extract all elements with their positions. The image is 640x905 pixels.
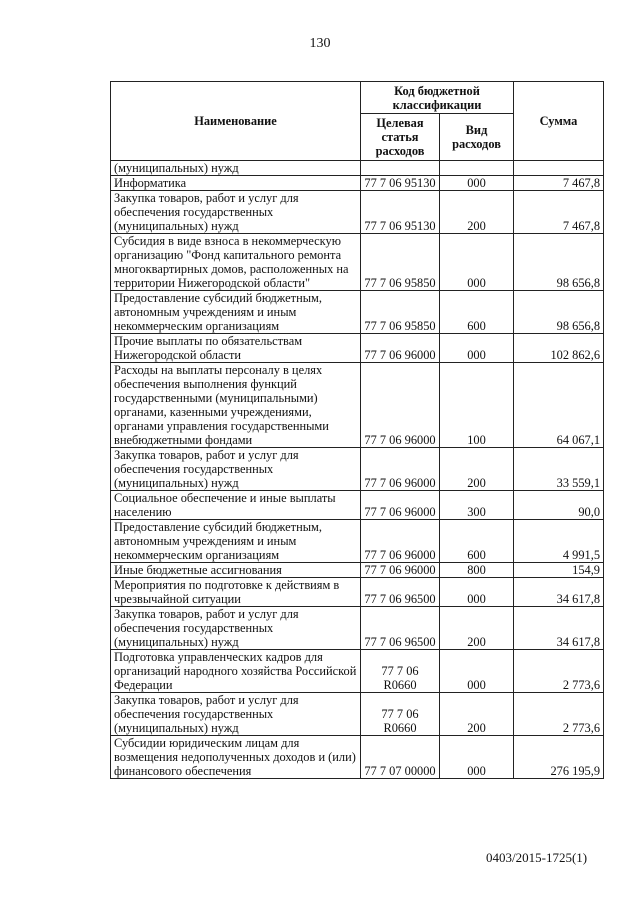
row-name: Предоставление субсидий бюджетным, автономным учреждениям и иным некоммерческим организациям (111, 291, 361, 334)
row-target: 77 7 06 R0660 (361, 650, 440, 693)
header-name: Наименование (111, 82, 361, 161)
row-name: Предоставление субсидий бюджетным, автономным учреждениям и иным некоммерческим организациям (111, 520, 361, 563)
row-sum: 102 862,6 (514, 334, 604, 363)
row-sum: 64 067,1 (514, 363, 604, 448)
row-sum: 7 467,8 (514, 176, 604, 191)
row-target: 77 7 06 95130 (361, 191, 440, 234)
page-number: 130 (309, 36, 331, 51)
header-budget-code: Код бюджетной классификации (361, 82, 514, 114)
row-target (361, 161, 440, 176)
row-sum: 33 559,1 (514, 448, 604, 491)
row-type: 000 (440, 736, 514, 779)
row-sum: 98 656,8 (514, 291, 604, 334)
row-type: 800 (440, 563, 514, 578)
row-type: 000 (440, 578, 514, 607)
row-target: 77 7 06 96000 (361, 448, 440, 491)
row-sum: 98 656,8 (514, 234, 604, 291)
row-type: 100 (440, 363, 514, 448)
row-name: Субсидии юридическим лицам для возмещения недополученных доходов и (или) финансового обеспечения (111, 736, 361, 779)
row-type: 200 (440, 693, 514, 736)
row-sum: 2 773,6 (514, 693, 604, 736)
table-header (111, 82, 604, 161)
row-type (440, 161, 514, 176)
row-type: 000 (440, 334, 514, 363)
table-row (111, 448, 604, 491)
table-row (111, 520, 604, 563)
row-type: 000 (440, 650, 514, 693)
row-target: 77 7 07 00000 (361, 736, 440, 779)
table-row (111, 578, 604, 607)
table-row (111, 334, 604, 363)
row-sum: 276 195,9 (514, 736, 604, 779)
row-target: 77 7 06 96000 (361, 363, 440, 448)
row-target: 77 7 06 96500 (361, 607, 440, 650)
header-expense-type: Вид расходов (440, 114, 514, 161)
row-sum: 154,9 (514, 563, 604, 578)
row-sum: 4 991,5 (514, 520, 604, 563)
row-sum: 34 617,8 (514, 607, 604, 650)
row-type: 300 (440, 491, 514, 520)
row-type: 000 (440, 176, 514, 191)
table-row (111, 563, 604, 578)
row-name: Закупка товаров, работ и услуг для обеспечения государственных (муниципальных) нужд (111, 448, 361, 491)
row-target: 77 7 06 96000 (361, 563, 440, 578)
row-name: Прочие выплаты по обязательствам Нижегородской области (111, 334, 361, 363)
row-name: (муниципальных) нужд (111, 161, 361, 176)
row-sum: 34 617,8 (514, 578, 604, 607)
table-row (111, 607, 604, 650)
table-row (111, 176, 604, 191)
row-target: 77 7 06 96000 (361, 520, 440, 563)
row-name: Иные бюджетные ассигнования (111, 563, 361, 578)
row-type: 200 (440, 191, 514, 234)
budget-table (110, 81, 604, 779)
row-sum: 90,0 (514, 491, 604, 520)
row-target: 77 7 06 95130 (361, 176, 440, 191)
row-type: 200 (440, 448, 514, 491)
row-name: Расходы на выплаты персоналу в целях обеспечения выполнения функций государственными (муниципальными) органами, казенными учреждениями, органами управления государственными внебюджетными фондами (111, 363, 361, 448)
row-name: Закупка товаров, работ и услуг для обеспечения государственных (муниципальных) нужд (111, 191, 361, 234)
row-sum: 2 773,6 (514, 650, 604, 693)
table-row (111, 291, 604, 334)
row-sum: 7 467,8 (514, 191, 604, 234)
row-type: 200 (440, 607, 514, 650)
document-code: 0403/2015-1725(1) (486, 850, 588, 865)
row-type: 600 (440, 520, 514, 563)
row-target: 77 7 06 96500 (361, 578, 440, 607)
row-target: 77 7 06 96000 (361, 491, 440, 520)
header-target-item: Целевая статья расходов (361, 114, 440, 161)
row-target: 77 7 06 95850 (361, 291, 440, 334)
row-name: Закупка товаров, работ и услуг для обеспечения государственных (муниципальных) нужд (111, 693, 361, 736)
row-name: Мероприятия по подготовке к действиям в чрезвычайной ситуации (111, 578, 361, 607)
row-name: Информатика (111, 176, 361, 191)
table-row (111, 191, 604, 234)
table-row (111, 650, 604, 693)
row-name: Социальное обеспечение и иные выплаты населению (111, 491, 361, 520)
header-amount: Сумма (514, 82, 604, 161)
table-row (111, 234, 604, 291)
row-target: 77 7 06 96000 (361, 334, 440, 363)
row-type: 600 (440, 291, 514, 334)
row-name: Закупка товаров, работ и услуг для обеспечения государственных (муниципальных) нужд (111, 607, 361, 650)
row-type: 000 (440, 234, 514, 291)
table-row (111, 161, 604, 176)
row-name: Подготовка управленческих кадров для организаций народного хозяйства Российской Федерации (111, 650, 361, 693)
table-row (111, 363, 604, 448)
table-row (111, 491, 604, 520)
row-sum (514, 161, 604, 176)
table-row (111, 736, 604, 779)
row-name: Субсидия в виде взноса в некоммерческую организацию "Фонд капитального ремонта многоквартирных домов, расположенных на территории Нижегородской области" (111, 234, 361, 291)
row-target: 77 7 06 95850 (361, 234, 440, 291)
row-target: 77 7 06 R0660 (361, 693, 440, 736)
table-row (111, 693, 604, 736)
